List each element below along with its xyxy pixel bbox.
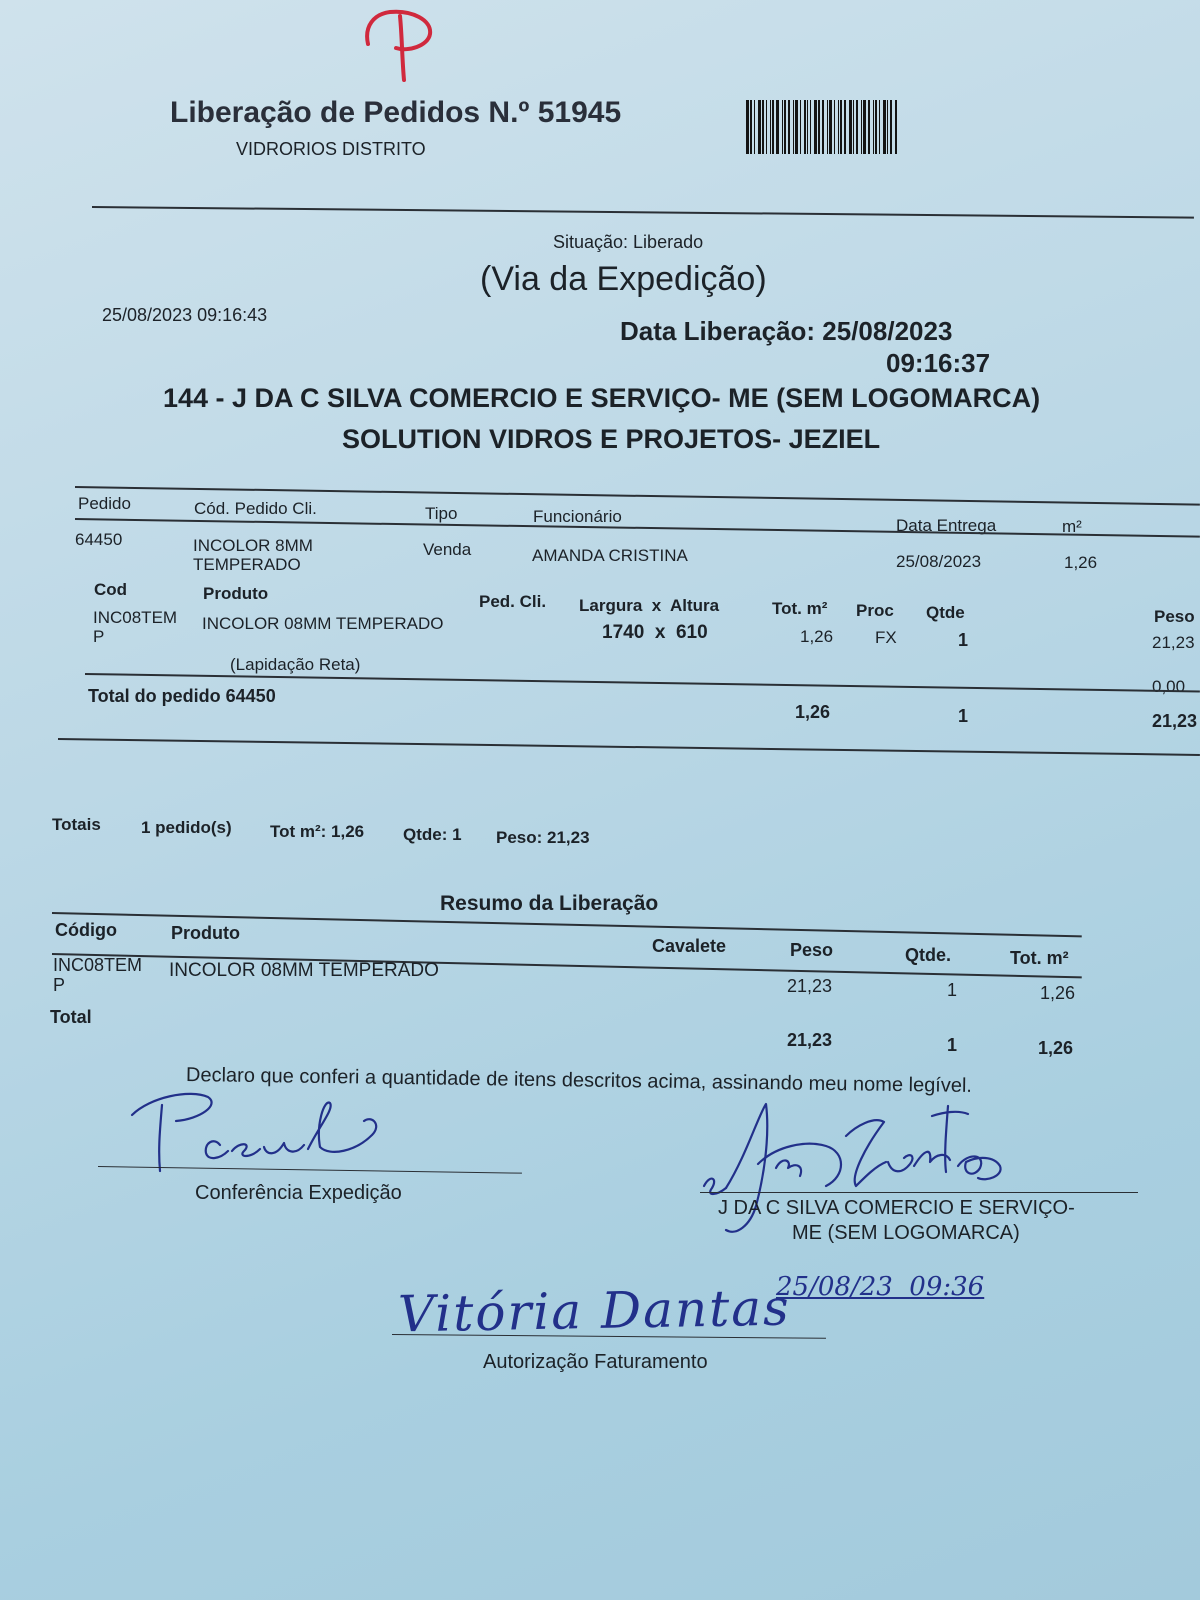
item-peso: 21,23 (1152, 633, 1195, 652)
client-signature-line (700, 1192, 1138, 1193)
totals-peso: Peso: 21,23 (496, 828, 590, 847)
col-header-funcionario: Funcionário (533, 507, 622, 526)
item-header-largura-altura: Largura x Altura (579, 596, 720, 615)
summary-peso: 21,23 (787, 976, 833, 996)
item-produto: INCOLOR 08MM TEMPERADO (202, 614, 444, 633)
document-title: Liberação de Pedidos N.º 51945 (170, 96, 622, 129)
order-funcionario: AMANDA CRISTINA (532, 546, 688, 565)
col-header-pedido: Pedido (78, 494, 131, 513)
order-total-label: Total do pedido 64450 (88, 686, 276, 706)
item-note: (Lapidação Reta) (230, 655, 361, 674)
summary-codigo-line1: INC08TEM (53, 955, 143, 975)
totals-label: Totais (52, 815, 101, 834)
col-header-m2: m² (1062, 517, 1082, 536)
company-name: VIDRORIOS DISTRITO (236, 139, 426, 159)
summary-header-cavalete: Cavalete (652, 936, 727, 956)
client-label-line1: J DA C SILVA COMERCIO E SERVIÇO- (718, 1197, 1075, 1219)
order-tipo: Venda (423, 540, 472, 559)
col-header-tipo: Tipo (425, 504, 458, 523)
item-header-qtde: Qtde (926, 603, 965, 622)
conference-label: Conferência Expedição (195, 1182, 402, 1204)
item-tot-m2: 1,26 (800, 627, 834, 646)
totals-pedidos: 1 pedido(s) (141, 818, 232, 837)
item-header-peso: Peso (1154, 607, 1195, 626)
copy-label: (Via da Expedição) (480, 260, 767, 298)
release-time: 09:16:37 (886, 348, 991, 378)
summary-header-qtde: Qtde. (905, 945, 952, 965)
order-cod-cli-line1: INCOLOR 8MM (193, 536, 313, 555)
summary-tot-m2: 1,26 (1040, 983, 1076, 1003)
item-dimensions: 1740 x 610 (602, 622, 708, 643)
order-total-peso: 21,23 (1152, 711, 1198, 731)
order-m2: 1,26 (1064, 553, 1098, 572)
declaration-text: Declaro que conferi a quantidade de itens descritos acima, assinando meu nome legível. (185, 1064, 973, 1097)
item-qtde: 1 (958, 630, 969, 650)
header-divider (92, 206, 1194, 219)
item-header-ped-cli: Ped. Cli. (479, 592, 547, 611)
handwritten-p-mark (360, 6, 450, 86)
item-header-produto: Produto (203, 584, 269, 603)
client-subtitle: SOLUTION VIDROS E PROJETOS- JEZIEL (342, 424, 881, 454)
order-total-qtde: 1 (958, 706, 969, 726)
summary-header-peso: Peso (790, 940, 834, 960)
item-proc: FX (875, 628, 897, 647)
client-name: 144 - J DA C SILVA COMERCIO E SERVIÇO- ME (SEM LOGOMARCA) (163, 383, 1041, 413)
summary-header-tot-m2: Tot. m² (1010, 948, 1069, 968)
billing-label: Autorização Faturamento (483, 1351, 708, 1373)
col-header-cod-pedido-cli: Cód. Pedido Cli. (194, 499, 317, 518)
billing-signature: Vitória Dantas (397, 1278, 792, 1344)
order-table-bottom-rule (58, 738, 1200, 756)
summary-qtde: 1 (947, 980, 958, 1000)
summary-total-peso: 21,23 (787, 1030, 833, 1050)
order-header-rule (75, 518, 1200, 538)
summary-codigo-line2: P (53, 975, 66, 995)
order-number: 64450 (75, 530, 123, 549)
status-text: Situação: Liberado (553, 232, 704, 252)
summary-produto: INCOLOR 08MM TEMPERADO (169, 960, 439, 981)
item-header-tot-m2: Tot. m² (772, 599, 828, 618)
item-header-proc: Proc (856, 601, 894, 620)
summary-total-qtde: 1 (947, 1035, 958, 1055)
totals-qtde: Qtde: 1 (403, 825, 462, 844)
barcode (746, 100, 940, 154)
order-cod-cli-line2: TEMPERADO (193, 555, 301, 574)
summary-total-tot-m2: 1,26 (1038, 1038, 1074, 1058)
summary-header-codigo: Código (55, 920, 117, 940)
totals-tot-m2: Tot m²: 1,26 (270, 822, 365, 841)
summary-total-label: Total (50, 1007, 92, 1027)
item-cod-line2: P (93, 627, 105, 646)
item-header-cod: Cod (94, 580, 128, 599)
item-extra-peso: 0,00 (1152, 677, 1186, 696)
order-data-entrega: 25/08/2023 (896, 552, 982, 571)
handwritten-date: 25/08/23 09:36 (776, 1272, 985, 1302)
client-label-line2: ME (SEM LOGOMARCA) (792, 1222, 1020, 1244)
order-total-m2: 1,26 (795, 702, 831, 722)
summary-header-produto: Produto (171, 923, 240, 943)
release-date: Data Liberação: 25/08/2023 (620, 316, 953, 346)
summary-title: Resumo da Liberação (440, 892, 659, 915)
printed-timestamp: 25/08/2023 09:16:43 (102, 305, 268, 325)
col-header-data-entrega: Data Entrega (896, 516, 997, 535)
item-cod-line1: INC08TEM (93, 608, 178, 627)
